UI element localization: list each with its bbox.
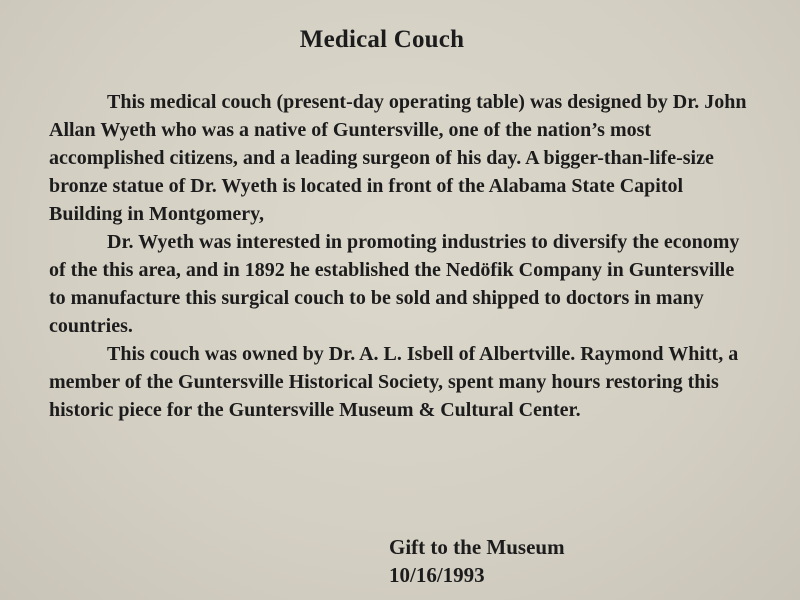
paragraph-owner: This couch was owned by Dr. A. L. Isbell of Albertville. Raymond Whitt, a member of the Guntersville Historical Society, spent many hours restoring this historic piece for the Guntersville Museum & Cultural Center. bbox=[49, 343, 739, 421]
gift-credit bbox=[389, 533, 565, 589]
placard-body bbox=[49, 88, 749, 424]
gift-date: 10/16/1993 bbox=[389, 563, 485, 587]
paragraph-company: Dr. Wyeth was interested in promoting industries to diversify the economy of the this area, and in 1892 he established the Nedöfik Company in Guntersville to manufacture this surgical couch to be sold and shipped to doctors in many countries. bbox=[49, 231, 740, 337]
placard-title: Medical Couch bbox=[299, 26, 465, 53]
gift-label: Gift to the Museum bbox=[389, 535, 565, 559]
paragraph-designer: This medical couch (present-day operating table) was designed by Dr. John Allan Wyeth who was a native of Guntersville, one of the nation’s most accomplished citizens, and a leading surgeon of his day. A bigger-than-life-size bronze statue of Dr. Wyeth is located in front of the Alabama State Capitol Building in Montgomery, bbox=[49, 91, 747, 225]
